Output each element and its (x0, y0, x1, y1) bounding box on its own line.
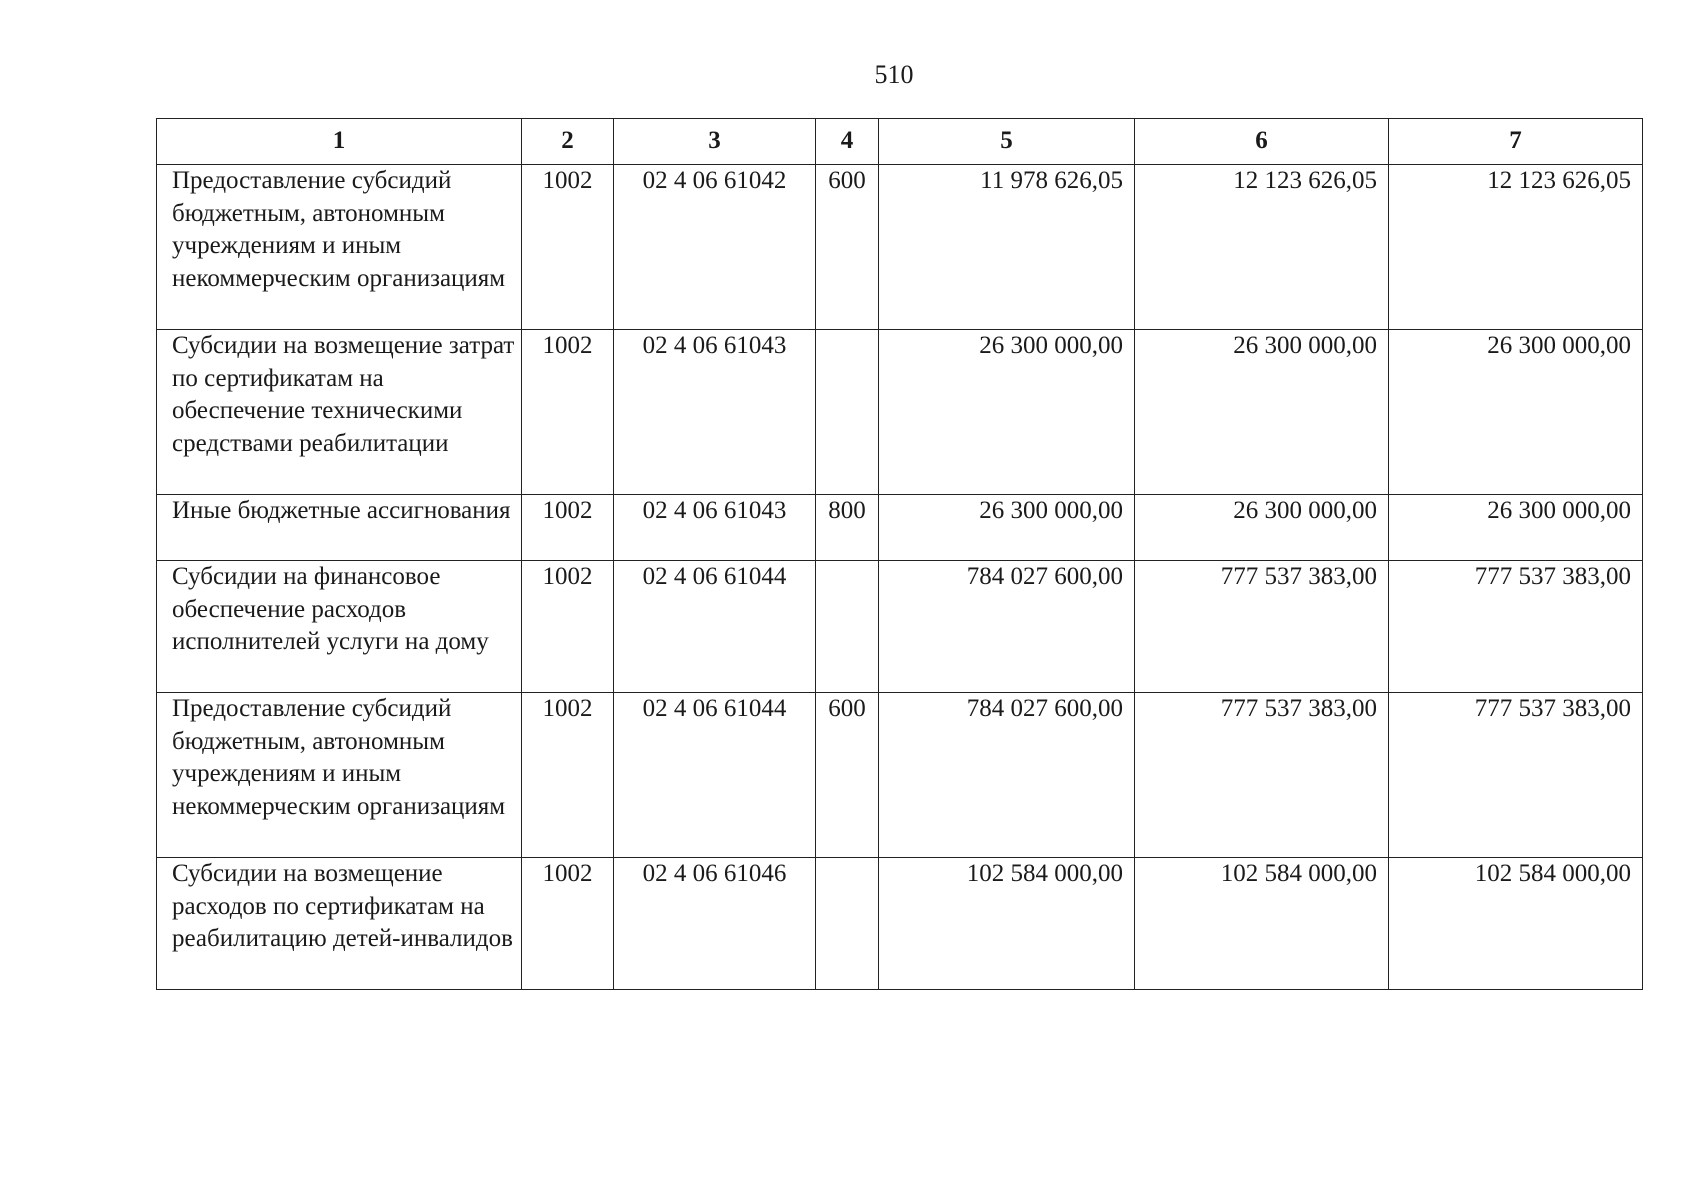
column-header-5: 5 (879, 119, 1135, 165)
row-target-code: 02 4 06 61044 (614, 693, 816, 858)
row-amount-col5: 784 027 600,00 (879, 561, 1135, 693)
row-name: Субсидии на возмещение затрат по сертификатам на обеспечение техническими средствами реабилитации (157, 330, 522, 495)
row-expense-type: 600 (816, 165, 879, 330)
row-amount-col7: 777 537 383,00 (1389, 561, 1643, 693)
row-amount-col5: 11 978 626,05 (879, 165, 1135, 330)
row-amount-col7: 777 537 383,00 (1389, 693, 1643, 858)
row-expense-type (816, 561, 879, 693)
row-expense-type (816, 330, 879, 495)
table-row (157, 165, 1643, 330)
page-number: 510 (874, 60, 914, 89)
row-amount-col7: 102 584 000,00 (1389, 858, 1643, 990)
row-name: Субсидии на возмещение расходов по сертификатам на реабилитацию детей-инвалидов (157, 858, 522, 990)
row-name: Предоставление субсидий бюджетным, автономным учреждениям и иным некоммерческим организациям (157, 693, 522, 858)
row-target-code: 02 4 06 61044 (614, 561, 816, 693)
row-section: 1002 (522, 495, 614, 561)
row-amount-col5: 102 584 000,00 (879, 858, 1135, 990)
row-target-code: 02 4 06 61046 (614, 858, 816, 990)
row-amount-col5: 26 300 000,00 (879, 495, 1135, 561)
table-row (157, 495, 1643, 561)
row-amount-col5: 26 300 000,00 (879, 330, 1135, 495)
row-amount-col6: 26 300 000,00 (1135, 495, 1389, 561)
row-section: 1002 (522, 561, 614, 693)
row-amount-col6: 777 537 383,00 (1135, 693, 1389, 858)
column-header-4: 4 (816, 119, 879, 165)
table-row (157, 858, 1643, 990)
row-target-code: 02 4 06 61043 (614, 330, 816, 495)
row-name: Предоставление субсидий бюджетным, автономным учреждениям и иным некоммерческим организациям (157, 165, 522, 330)
column-header-1: 1 (157, 119, 522, 165)
row-amount-col5: 784 027 600,00 (879, 693, 1135, 858)
row-target-code: 02 4 06 61042 (614, 165, 816, 330)
row-expense-type: 600 (816, 693, 879, 858)
row-name: Субсидии на финансовое обеспечение расходов исполнителей услуги на дому (157, 561, 522, 693)
row-amount-col7: 26 300 000,00 (1389, 495, 1643, 561)
table-row (157, 561, 1643, 693)
row-section: 1002 (522, 165, 614, 330)
row-section: 1002 (522, 693, 614, 858)
column-header-7: 7 (1389, 119, 1643, 165)
row-target-code: 02 4 06 61043 (614, 495, 816, 561)
row-section: 1002 (522, 330, 614, 495)
row-amount-col7: 26 300 000,00 (1389, 330, 1643, 495)
row-name: Иные бюджетные ассигнования (157, 495, 522, 561)
row-amount-col6: 12 123 626,05 (1135, 165, 1389, 330)
row-amount-col6: 102 584 000,00 (1135, 858, 1389, 990)
column-header-3: 3 (614, 119, 816, 165)
row-amount-col6: 26 300 000,00 (1135, 330, 1389, 495)
row-amount-col7: 12 123 626,05 (1389, 165, 1643, 330)
row-amount-col6: 777 537 383,00 (1135, 561, 1389, 693)
budget-table (156, 118, 1643, 990)
column-header-2: 2 (522, 119, 614, 165)
row-expense-type: 800 (816, 495, 879, 561)
header-row (157, 119, 1643, 165)
row-expense-type (816, 858, 879, 990)
row-section: 1002 (522, 858, 614, 990)
table-row (157, 330, 1643, 495)
column-header-6: 6 (1135, 119, 1389, 165)
table-row (157, 693, 1643, 858)
